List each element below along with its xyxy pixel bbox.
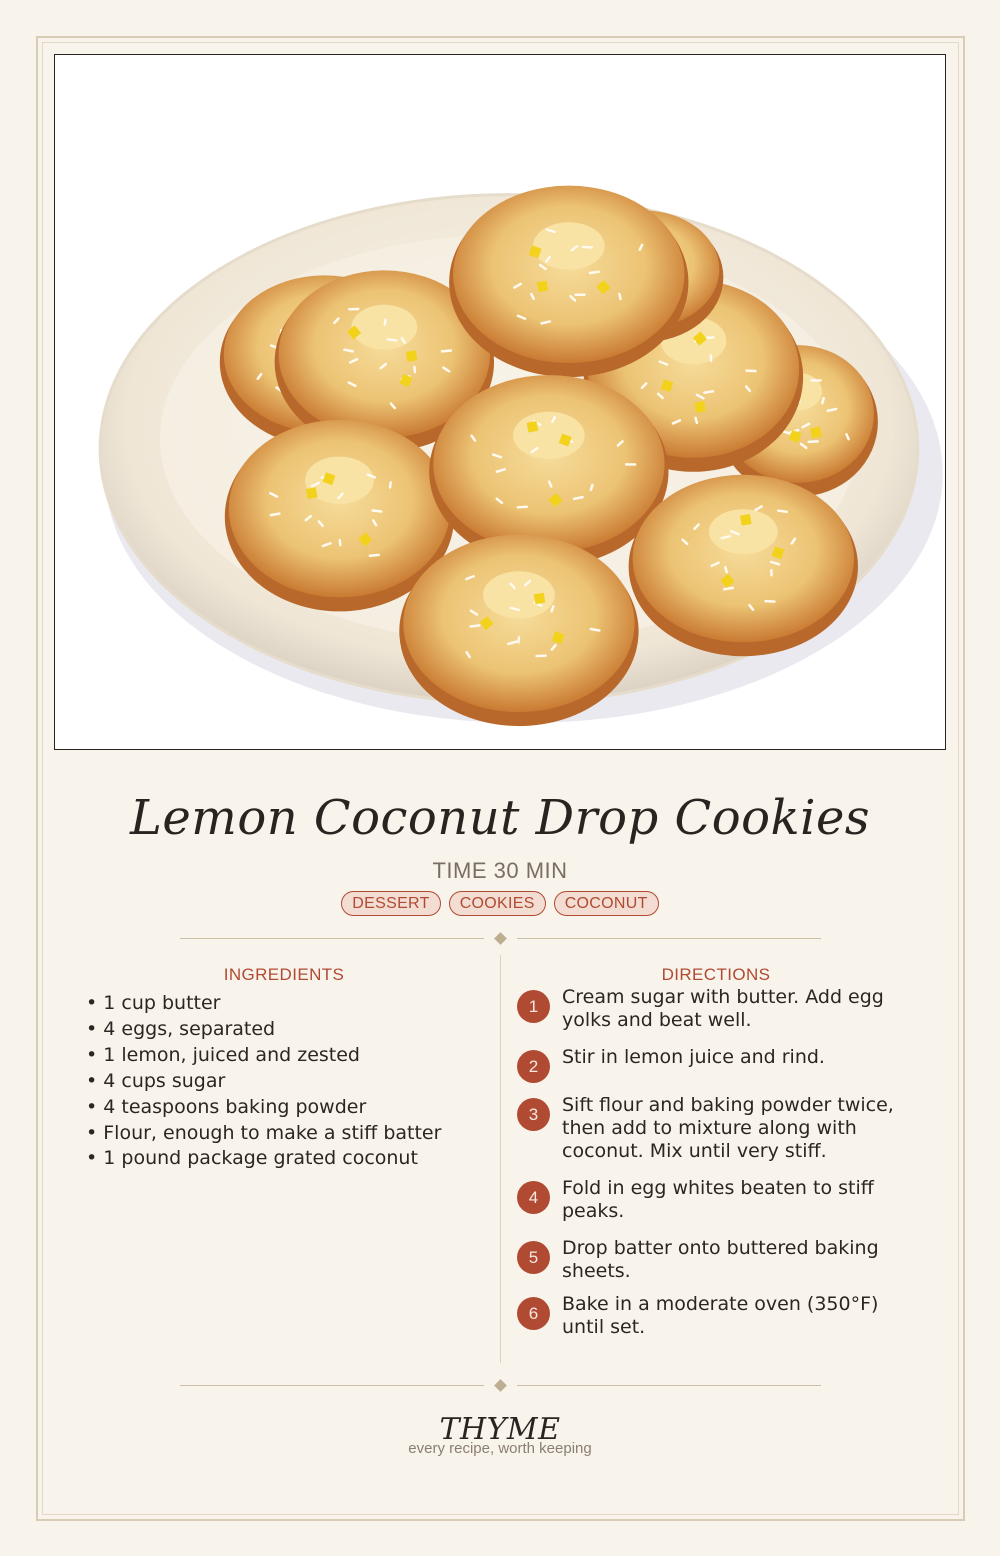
cookies-plate-illustration	[55, 55, 945, 749]
recipe-photo	[54, 54, 946, 750]
cookie	[449, 186, 688, 377]
step-text: Stir in lemon juice and rind.	[562, 1046, 825, 1068]
brand-logo: THYME	[439, 1412, 561, 1447]
cook-time: TIME 30 MIN	[432, 858, 568, 883]
step-number-badge: 4	[517, 1181, 550, 1214]
step-text: Sift flour and baking powder twice, then add to mixture along with coconut. Mix until very stiff.	[562, 1094, 894, 1162]
ingredient-item: • Flour, enough to make a stiff batter	[86, 1121, 486, 1147]
ingredients-heading: INGREDIENTS	[223, 965, 345, 984]
step-text: Fold in egg whites beaten to stiff peaks.	[562, 1177, 874, 1222]
diamond-ornament-icon	[494, 1379, 507, 1392]
cookie	[399, 535, 638, 726]
cookie	[629, 475, 858, 656]
step-number-badge: 6	[517, 1297, 550, 1330]
directions-heading: DIRECTIONS	[661, 965, 771, 984]
step-number-badge: 5	[517, 1241, 550, 1274]
divider-top	[180, 933, 821, 945]
ingredient-item: • 1 cup butter	[86, 991, 486, 1017]
step-number-badge: 2	[517, 1050, 550, 1083]
ingredient-item: • 1 pound package grated coconut	[86, 1146, 486, 1172]
column-separator	[500, 955, 501, 1363]
step-text: Drop batter onto buttered baking sheets.	[562, 1237, 879, 1282]
ingredients-list	[86, 991, 486, 1172]
step-number-badge: 1	[517, 990, 550, 1023]
step-text: Cream sugar with butter. Add egg yolks and beat well.	[562, 986, 884, 1031]
tag-list	[0, 891, 1000, 916]
recipe-title: Lemon Coconut Drop Cookies	[130, 790, 870, 846]
brand-tagline: every recipe, worth keeping	[408, 1440, 592, 1457]
ingredient-item: • 1 lemon, juiced and zested	[86, 1043, 486, 1069]
tag-cookies[interactable]: COOKIES	[449, 891, 546, 916]
ingredient-item: • 4 teaspoons baking powder	[86, 1095, 486, 1121]
step-text: Bake in a moderate oven (350°F) until set.	[562, 1293, 879, 1338]
ingredient-item: • 4 eggs, separated	[86, 1017, 486, 1043]
diamond-ornament-icon	[494, 932, 507, 945]
divider-bottom	[180, 1380, 821, 1392]
tag-coconut[interactable]: COCONUT	[554, 891, 659, 916]
ingredient-item: • 4 cups sugar	[86, 1069, 486, 1095]
step-number-badge: 3	[517, 1098, 550, 1131]
tag-dessert[interactable]: DESSERT	[341, 891, 440, 916]
